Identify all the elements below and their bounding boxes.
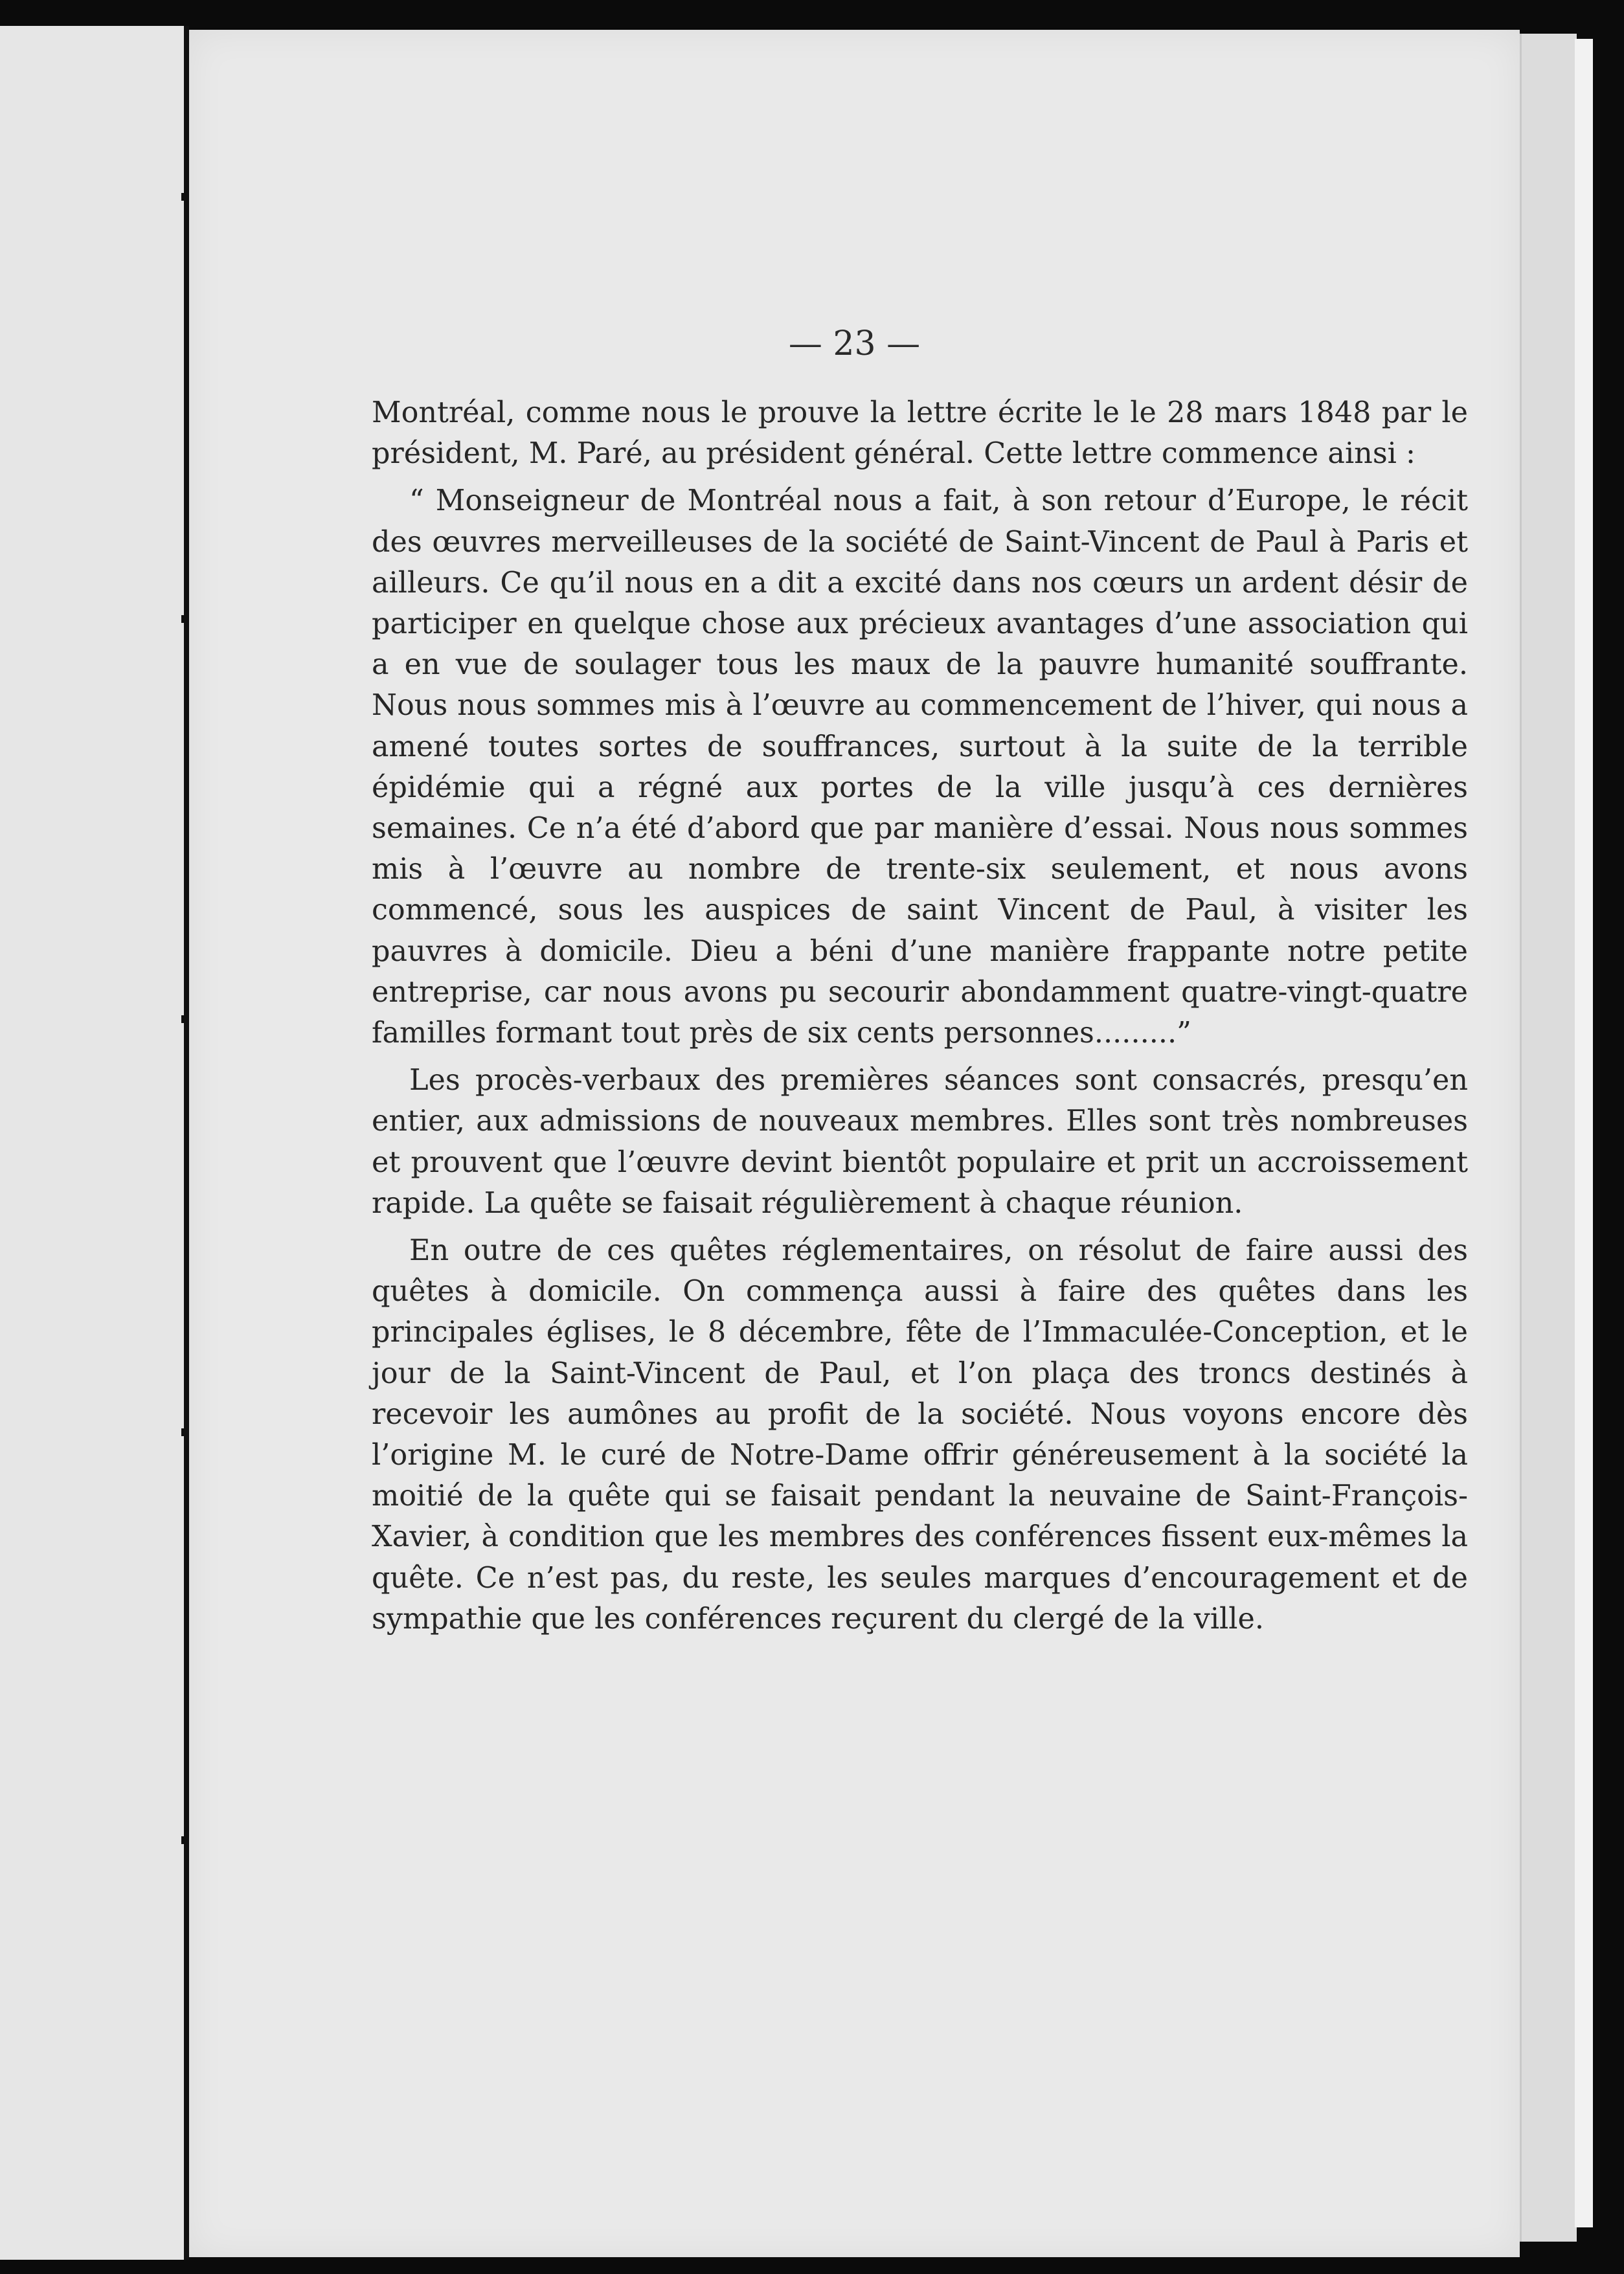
page-edge (1520, 34, 1577, 2242)
paragraph: En outre de ces quêtes réglementaires, on résolut de faire aussi des quêtes à domicile. On commença aussi à faire des quêtes dans les principales églises, le 8 décembre, fête de l’Immaculée-Conception, et le jour de la Saint-Vincent de Paul, et l’on plaça des troncs destinés à recevoir les aumônes au profit de la société. Nous voyons encore dès l’origine M. le curé de Notre-Dame offrir généreusement à la société la moitié de la quête qui se faisait pendant la neuvaine de Saint-François-Xavier, à condition que les membres des conférences fissent eux-mêmes la quête. Ce n’est pas, du reste, les seules marques d’encouragement et de sympathie que les conférences reçurent du clergé de la ville. (372, 1234, 1468, 1636)
page-number: — 23 — (788, 324, 921, 363)
quoted-letter-paragraph: “ Monseigneur de Montréal nous a fait, à son retour d’Europe, le récit des œuvres merveilleuses de la société de Saint-Vincent de Paul à Paris et ailleurs. Ce qu’il nous en a dit a excité dans nos cœurs un ardent désir de participer en quelque chose aux précieux avantages d’une association qui a en vue de soulager tous les maux de la pauvre humanité souffrante. Nous nous sommes mis à l’œuvre au commencement de l’hiver, qui nous a amené toutes sortes de souffrances, surtout à la suite de la terrible épidémie qui a régné aux portes de la ville jusqu’à ces dernières semaines. Ce n’a été d’abord que par manière d’essai. Nous nous sommes mis à l’œuvre au nombre de trente-six seulement, et nous avons commencé, sous les auspices de saint Vincent de Paul, à visiter les pauvres à domicile. Dieu a béni d’une manière frappante notre petite entreprise, car nous avons pu secourir abondamment quatre-vingt-quatre familles formant tout près de six cents personnes.........” (372, 484, 1468, 1050)
page-edge (1575, 39, 1593, 2227)
left-page-margin (0, 26, 184, 2260)
document-page (189, 30, 1520, 2257)
body-text (372, 392, 1468, 1646)
book-spine (184, 26, 189, 2260)
paragraph: Les procès-verbaux des premières séances sont consacrés, presqu’en entier, aux admissions de nouveaux membres. Elles sont très nombreuses et prouvent que l’œuvre devint bientôt populaire et prit un accroissement rapide. La quête se faisait régulièrement à chaque réunion. (372, 1064, 1468, 1220)
paragraph: Montréal, comme nous le prouve la lettre écrite le le 28 mars 1848 par le président, M. Paré, au président général. Cette lettre commence ainsi : (372, 396, 1468, 471)
